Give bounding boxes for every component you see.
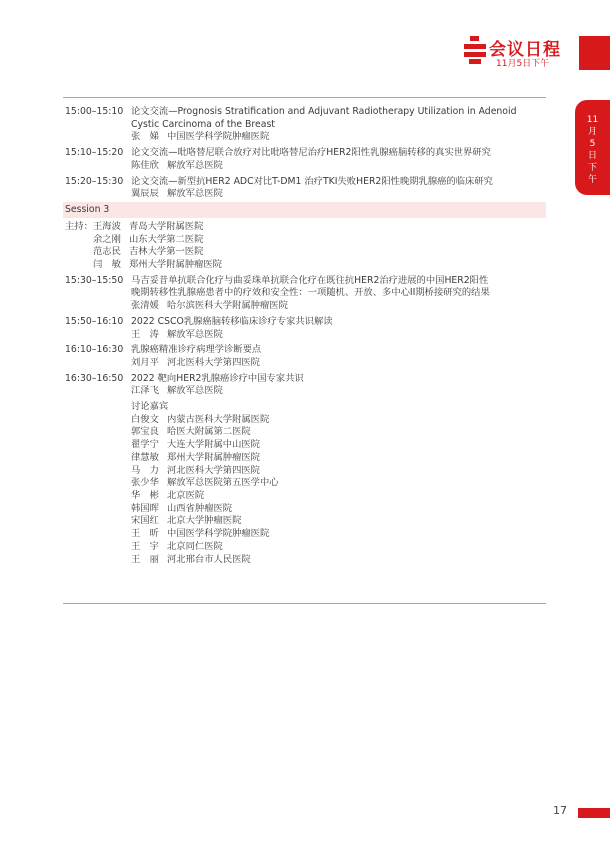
discussion-guest	[131, 414, 546, 427]
guest-affiliation: 河北邢台市人民医院	[167, 553, 251, 565]
chair-name: 余之刚	[93, 233, 121, 245]
guest-name: 郭宝良	[131, 426, 159, 438]
entry-speaker	[131, 188, 546, 201]
schedule-entry	[63, 176, 546, 201]
guest-name: 韩国晖	[131, 502, 159, 514]
entry-title-line: 晚期转移性乳腺癌患者中的疗效和安全性：一项随机、开放、多中心II期桥接研究的结果	[131, 287, 490, 299]
guest-name: 律慧敏	[131, 451, 159, 463]
chair-row	[63, 246, 546, 259]
entry-time: 15:10–15:20	[65, 147, 124, 159]
entry-title-line: 2022 CSCO乳腺癌脑转移临床诊疗专家共识解读	[131, 315, 333, 327]
speaker-name: 王 涛	[131, 328, 159, 340]
speaker-name: 刘月平	[131, 356, 159, 368]
schedule-entry	[63, 106, 546, 144]
speaker-affiliation: 解放军总医院	[167, 385, 223, 397]
side-tab-char: 5	[589, 139, 596, 149]
discussion-guest	[131, 477, 546, 490]
speaker-affiliation: 解放军总医院	[167, 328, 223, 340]
entry-title-line: 论文交流—吡咯替尼联合放疗对比吡咯替尼治疗HER2阳性乳腺癌脑转移的真实世界研究	[131, 147, 491, 159]
discussion-block	[63, 401, 546, 566]
speaker-name: 张 娣	[131, 131, 159, 143]
guest-affiliation: 大连大学附属中山医院	[167, 439, 260, 451]
discussion-guest	[131, 439, 546, 452]
entry-title-line: 2022 靶向HER2乳腺癌诊疗中国专家共识	[131, 372, 304, 384]
chair-name: 范志民	[93, 246, 121, 258]
chairs-block	[63, 221, 546, 272]
chair-affiliation: 郑州大学附属肿瘤医院	[129, 259, 222, 271]
entry-time: 15:30–15:50	[65, 274, 124, 286]
entry-time: 15:20–15:30	[65, 175, 124, 187]
discussion-guest	[131, 528, 546, 541]
schedule	[63, 106, 546, 566]
entry-title-line: 马吉妥昔单抗联合化疗与曲妥珠单抗联合化疗在既往抗HER2治疗进展的中国HER2阳性	[131, 274, 489, 286]
top-divider	[63, 97, 546, 98]
guest-affiliation: 内蒙古医科大学附属医院	[167, 413, 270, 425]
discussion-guest	[131, 554, 546, 567]
footer-accent-block	[578, 808, 610, 818]
side-tab-char: 日	[587, 151, 597, 161]
chair-affiliation: 青岛大学附属医院	[129, 220, 204, 232]
page-number: 17	[553, 804, 567, 817]
guest-name: 宋国红	[131, 515, 159, 527]
entry-time: 16:30–16:50	[65, 372, 124, 384]
schedule-entry	[63, 373, 546, 398]
discussion-guest	[131, 452, 546, 465]
guest-name: 马 力	[131, 464, 159, 476]
header-accent-block	[579, 36, 610, 70]
chairs-label: 主持：	[65, 220, 93, 232]
speaker-name: 张清媛	[131, 300, 159, 312]
entry-speaker	[131, 329, 546, 342]
chair-row	[63, 221, 546, 234]
discussion-guest	[131, 490, 546, 503]
guest-name: 王 丽	[131, 553, 159, 565]
entry-speaker	[131, 300, 546, 313]
bottom-divider	[63, 603, 546, 604]
entry-title-line: 论文交流—Prognosis Stratification and Adjuvant Radiotherapy Utilization in Adenoid	[131, 106, 517, 117]
entry-title-line: 乳腺癌精准诊疗病理学诊断要点	[131, 344, 262, 356]
guest-affiliation: 山西省肿瘤医院	[167, 502, 233, 514]
entries-group-b	[63, 275, 546, 398]
guest-name: 张少华	[131, 477, 159, 489]
guest-name: 翟学宁	[131, 439, 159, 451]
entry-speaker	[131, 160, 546, 173]
side-tab-char: 月	[587, 127, 597, 137]
chair-affiliation: 吉林大学第一医院	[129, 246, 204, 258]
discussion-guest	[131, 503, 546, 516]
chairs-list	[63, 221, 546, 272]
guest-name: 华 彬	[131, 489, 159, 501]
side-tab-char: 午	[587, 175, 597, 185]
side-date-tab-text	[575, 114, 610, 186]
entry-time: 15:00–15:10	[65, 106, 124, 117]
entry-title-line: 论文交流—新型抗HER2 ADC对比T-DM1 治疗TKI失败HER2阳性晚期乳腺癌的临床研究	[131, 175, 493, 187]
guest-name: 王 宇	[131, 540, 159, 552]
speaker-name: 陈佳欣	[131, 159, 159, 171]
guest-affiliation: 北京同仁医院	[167, 540, 223, 552]
schedule-entry	[63, 275, 546, 313]
discussion-guest	[131, 426, 546, 439]
chair-name: 王海波	[93, 220, 121, 232]
page-subtitle: 11月5日下午	[496, 59, 550, 69]
side-date-tab	[575, 100, 610, 195]
speaker-affiliation: 中国医学科学院肿瘤医院	[167, 131, 270, 143]
discussion-guest	[131, 465, 546, 478]
chair-name: 闫 敏	[93, 259, 121, 271]
guest-affiliation: 河北医科大学第四医院	[167, 464, 260, 476]
side-tab-char: 11	[586, 115, 599, 125]
chair-affiliation: 山东大学第二医院	[129, 233, 204, 245]
session-heading: Session 3	[63, 202, 546, 218]
schedule-entry	[63, 344, 546, 369]
discussion-label: 讨论嘉宾	[131, 401, 169, 413]
guest-affiliation: 中国医学科学院肿瘤医院	[167, 528, 270, 540]
speaker-affiliation: 河北医科大学第四医院	[167, 356, 260, 368]
schedule-entry	[63, 316, 546, 341]
schedule-entry	[63, 147, 546, 172]
guest-affiliation: 郑州大学附属肿瘤医院	[167, 451, 260, 463]
guest-affiliation: 解放军总医院第五医学中心	[167, 477, 279, 489]
speaker-affiliation: 哈尔滨医科大学附属肿瘤医院	[167, 300, 288, 312]
discussion-guest	[131, 541, 546, 554]
guest-affiliation: 北京大学肿瘤医院	[167, 515, 242, 527]
entry-time: 15:50–16:10	[65, 315, 124, 327]
entry-speaker	[131, 131, 546, 144]
entry-speaker	[131, 385, 546, 398]
guest-affiliation: 哈医大附属第二医院	[167, 426, 251, 438]
speaker-affiliation: 解放军总医院	[167, 188, 223, 200]
entry-title-line: Cystic Carcinoma of the Breast	[131, 118, 275, 130]
guest-name: 白俊文	[131, 413, 159, 425]
side-tab-char: 下	[587, 163, 597, 173]
speaker-name: 江泽飞	[131, 385, 159, 397]
guest-name: 王 昕	[131, 528, 159, 540]
chair-row	[63, 259, 546, 272]
speaker-name: 翼辰辰	[131, 188, 159, 200]
header-logo	[464, 36, 486, 64]
speaker-affiliation: 解放军总医院	[167, 159, 223, 171]
discussion-list	[131, 414, 546, 566]
guest-affiliation: 北京医院	[167, 489, 205, 501]
page-title: 会议日程	[489, 40, 561, 60]
discussion-guest	[131, 515, 546, 528]
entry-time: 16:10–16:30	[65, 344, 124, 356]
entries-group-a	[63, 106, 546, 201]
chair-row	[63, 234, 546, 247]
entry-speaker	[131, 357, 546, 370]
